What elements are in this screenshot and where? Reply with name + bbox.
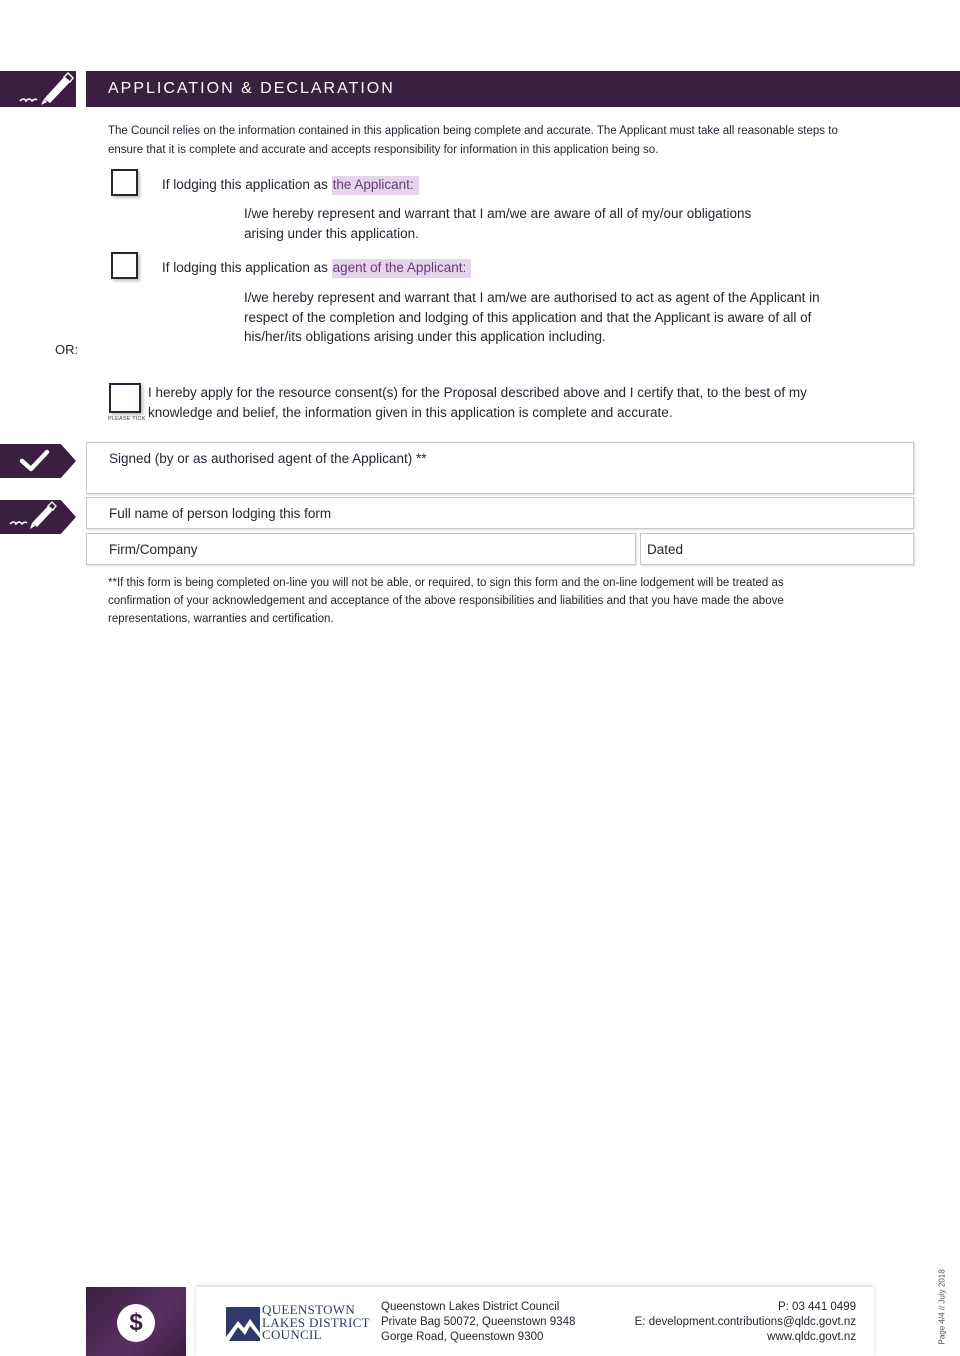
council-contact xyxy=(635,1300,856,1345)
intro-paragraph: The Council relies on the information contained in this application being complete and accurate. The Applicant must take all reasonable steps to ensure that it is complete and accurate and accepts responsibility for information in this application being so. xyxy=(108,125,838,156)
signed-field-label: Signed (by or as authorised agent of the Applicant) ** xyxy=(109,451,427,466)
fullname-arrow-tab xyxy=(0,500,76,534)
address-line: Private Bag 50072, Queenstown 9348 xyxy=(381,1316,576,1328)
council-address xyxy=(381,1300,575,1345)
page-number-note: Page 4/4 // July 2018 xyxy=(937,1269,947,1345)
certify-line: knowledge and belief, the information given in this application is complete and accurate. xyxy=(148,404,673,420)
pen-signature-icon xyxy=(0,500,76,534)
agent-option-description xyxy=(244,288,820,347)
pen-signature-icon xyxy=(0,71,76,107)
logo-line: QUEENSTOWN xyxy=(262,1302,356,1317)
signed-arrow-tab xyxy=(0,444,76,478)
applicant-option-prefix: If lodging this application as xyxy=(162,177,332,192)
applicant-option-highlight: the Applicant: xyxy=(332,176,419,195)
dated-field-label: Dated xyxy=(647,542,684,557)
agent-desc-line: his/her/its obligations arising under this application including. xyxy=(244,329,606,344)
agent-option-highlight: agent of the Applicant: xyxy=(332,259,472,278)
mountain-logo-icon xyxy=(226,1307,260,1341)
dollar-icon: $ xyxy=(117,1304,155,1342)
website-link[interactable]: www.qldc.govt.nz xyxy=(767,1331,856,1343)
agent-desc-line: I/we hereby represent and warrant that I am/we are authorised to act as agent of the Applicant in xyxy=(244,290,820,305)
council-logo-text xyxy=(262,1304,370,1342)
footer-purple-block xyxy=(86,1287,186,1356)
agent-option-label xyxy=(162,260,471,275)
logo-line: COUNCIL xyxy=(262,1327,322,1342)
applicant-desc-line: I/we hereby represent and warrant that I am/we are aware of all of my/our obligations xyxy=(244,206,752,221)
address-line: Queenstown Lakes District Council xyxy=(381,1301,560,1313)
certify-checkbox[interactable] xyxy=(109,383,141,413)
section-title: APPLICATION & DECLARATION xyxy=(108,80,395,97)
email-link[interactable]: E: development.contributions@qldc.govt.nz xyxy=(634,1316,856,1328)
certify-line: I hereby apply for the resource consent(s) for the Proposal described above and I certify that, to the best of my xyxy=(148,385,807,400)
agent-option-prefix: If lodging this application as xyxy=(162,260,332,275)
agent-desc-line: respect of the completion and lodging of this application and that the Applicant is aware of all of xyxy=(244,309,812,325)
address-line: Gorge Road, Queenstown 9300 xyxy=(381,1331,544,1343)
firm-field-label: Firm/Company xyxy=(109,542,198,557)
firm-field[interactable] xyxy=(86,533,636,565)
certify-text xyxy=(148,383,807,422)
applicant-checkbox[interactable] xyxy=(111,169,138,196)
or-label: OR: xyxy=(55,342,79,357)
header-icon-tab xyxy=(0,71,76,107)
checkmark-icon xyxy=(0,444,76,478)
applicant-option-label xyxy=(162,177,419,192)
footnote: **If this form is being completed on-line you will not be able, or required, to sign this form and the on-line lodgement will be treated as confirmation of your acknowledgement and acceptance of the above responsibilities and liabilities and that you have made the above representations, warranties and certification. xyxy=(108,577,784,625)
fullname-field-label: Full name of person lodging this form xyxy=(109,506,332,521)
agent-checkbox[interactable] xyxy=(111,252,138,279)
phone-text: P: 03 441 0499 xyxy=(777,1301,856,1313)
dated-field[interactable] xyxy=(640,533,914,565)
footer-contact-box xyxy=(196,1287,874,1356)
fullname-field[interactable] xyxy=(86,497,914,529)
please-tick-label: PLEASE TICK xyxy=(108,416,146,422)
signed-field[interactable] xyxy=(86,442,914,494)
applicant-desc-line: arising under this application. xyxy=(244,225,419,241)
logo-line: LAKES DISTRICT xyxy=(262,1314,370,1330)
applicant-option-description xyxy=(244,204,751,243)
section-header xyxy=(86,71,960,107)
